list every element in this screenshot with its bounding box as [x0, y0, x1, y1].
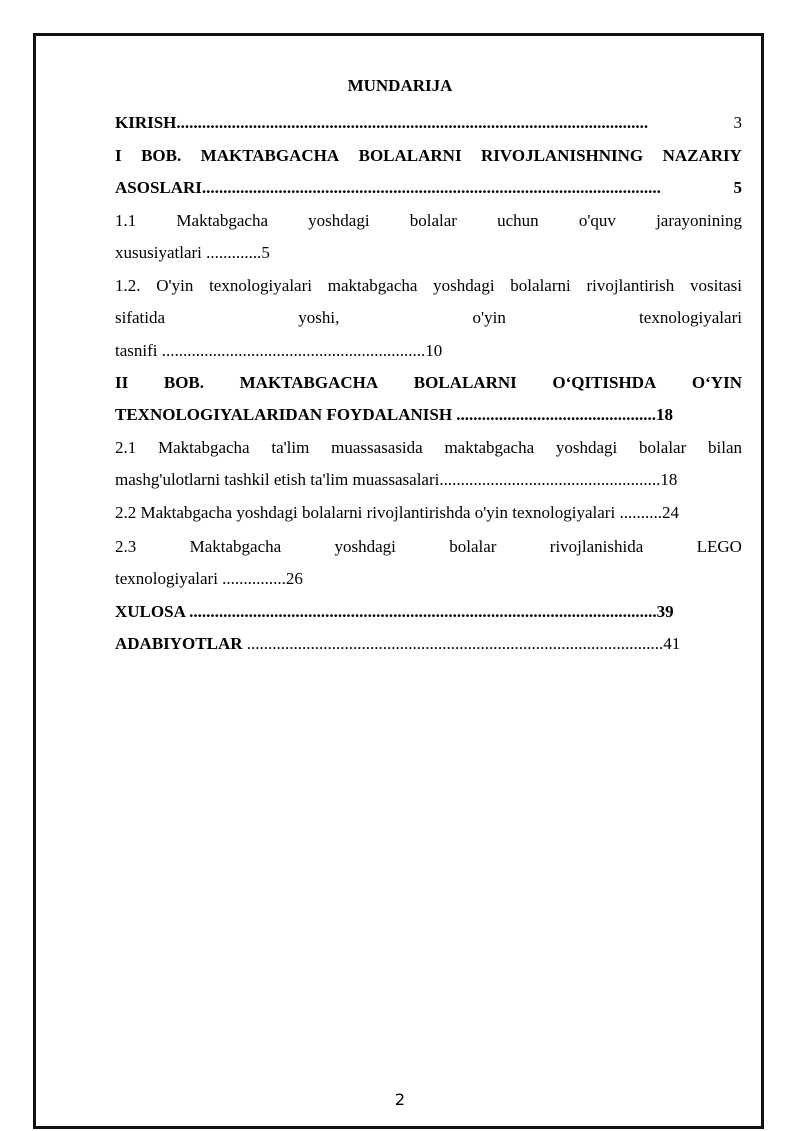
toc-word: yoshdagi [334, 537, 396, 556]
toc-word: BOLALARNI [358, 146, 462, 165]
toc-entry-label: ADABIYOTLAR [115, 634, 243, 653]
toc-entry-adabiyotlar[interactable] [115, 634, 742, 654]
toc-word: BOB. [141, 146, 182, 165]
toc-entry-kirish[interactable] [115, 113, 742, 133]
toc-word: jarayonining [656, 211, 742, 230]
toc-entry-label: KIRISH [115, 113, 177, 132]
toc-dots: ............................................................................................................... [176, 113, 649, 132]
toc-entry-label: ASOSLARI [115, 178, 202, 197]
toc-entry-1-2-line2[interactable] [115, 308, 742, 328]
toc-word: yoshi, [298, 308, 340, 327]
toc-word: O‘QITISHDA [552, 373, 657, 392]
toc-word: o'quv [578, 211, 616, 230]
toc-word: LEGO [696, 537, 742, 556]
toc-word: RIVOJLANISHNING [481, 146, 644, 165]
toc-word: Maktabgacha [189, 537, 282, 556]
toc-entry-2-1-line2[interactable]: mashg'ulotlarni tashkil etish ta'lim muassasalari....................................................18 [115, 470, 678, 489]
toc-entry-2-2[interactable]: 2.2 Maktabgacha yoshdagi bolalarni rivojlantirishda o'yin texnologiyalari ..........24 [115, 503, 679, 522]
toc-word: bolalar [449, 537, 497, 556]
toc-page-number: 3 [733, 113, 742, 132]
toc-dots-page: ..................................................................................................41 [242, 634, 681, 653]
toc-entry-1-1-line1[interactable] [115, 211, 742, 231]
page-number: 2 [394, 1090, 406, 1109]
toc-word: NAZARIY [662, 146, 742, 165]
toc-word: II [115, 373, 129, 392]
toc-page-number: 5 [733, 178, 742, 197]
toc-word: rivojlanishida [549, 537, 644, 556]
toc-entry-bob1-line2[interactable] [115, 178, 742, 198]
toc-word: Maktabgacha [176, 211, 268, 230]
toc-entry-2-3-line2[interactable]: texnologiyalari ...............26 [115, 569, 303, 588]
toc-word: yoshdagi [308, 211, 370, 230]
toc-word: bolalar [409, 211, 457, 230]
toc-entry-2-1-line1[interactable]: 2.1 Maktabgacha ta'lim muassasasida maktabgacha yoshdagi bolalar bilan [115, 438, 742, 457]
toc-word: uchun [497, 211, 539, 230]
toc-entry-bob2-line2[interactable]: TEXNOLOGIYALARIDAN FOYDALANISH ...............................................18 [115, 405, 674, 424]
toc-word: BOLALARNI [413, 373, 517, 392]
toc-entry-xulosa[interactable]: XULOSA ..............................................................................................................39 [115, 602, 674, 621]
toc-word: 2.3 [115, 537, 137, 556]
toc-word: sifatida [115, 308, 166, 327]
toc-entry-1-2-line1[interactable]: 1.2. O'yin texnologiyalari maktabgacha yoshdagi bolalarni rivojlantirish vositasi [115, 276, 742, 295]
toc-dots: ............................................................................................................ [201, 178, 661, 197]
toc-word: texnologiyalari [639, 308, 742, 327]
toc-word: O‘YIN [691, 373, 742, 392]
toc-word: 1.1 [115, 211, 137, 230]
toc-title: MUNDARIJA [347, 76, 453, 95]
toc-entry-bob2-line1[interactable] [115, 373, 742, 393]
toc-entry-2-3-line1[interactable] [115, 537, 742, 557]
toc-entry-bob1-line1[interactable] [115, 146, 742, 166]
toc-word: MAKTABGACHA [200, 146, 340, 165]
toc-entry-1-1-line2[interactable]: xususiyatlari .............5 [115, 243, 270, 262]
toc-word: o'yin [472, 308, 506, 327]
toc-entry-1-2-line3[interactable]: tasnifi ..............................................................10 [115, 341, 443, 360]
toc-word: BOB. [163, 373, 205, 392]
toc-word: MAKTABGACHA [239, 373, 379, 392]
toc-word: I [115, 146, 122, 165]
